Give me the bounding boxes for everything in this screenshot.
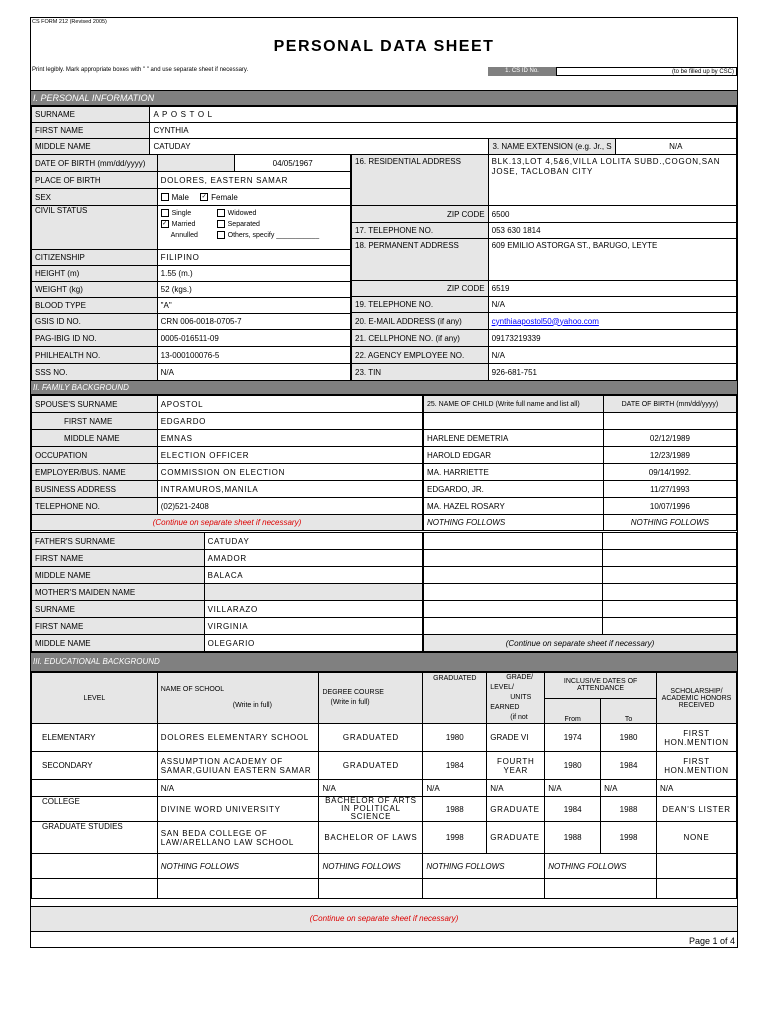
employer-field[interactable]: COMMISSION ON ELECTION — [157, 464, 422, 481]
agency-field[interactable]: N/A — [488, 347, 736, 364]
instruction-text: Print legibly. Mark appropriate boxes with " " and use separate sheet if necessary. — [32, 67, 249, 73]
col-degree: DEGREE COURSE — [322, 689, 384, 696]
parents-table — [31, 532, 423, 652]
edu-from[interactable]: N/A — [545, 780, 601, 797]
page-title: PERSONAL DATA SHEET — [273, 38, 495, 55]
child-dob[interactable]: 10/07/1996 — [603, 498, 736, 515]
child-name[interactable]: HARLENE DEMETRIA — [424, 430, 604, 447]
edu-nothing-follows: NOTHING FOLLOWS — [319, 854, 423, 879]
separated-checkbox[interactable] — [217, 220, 225, 228]
child-name[interactable]: EDGARDO, JR. — [424, 481, 604, 498]
edu-honors[interactable]: FIRST HON.MENTION — [656, 724, 736, 752]
child-row[interactable] — [424, 447, 737, 464]
edu-graduated[interactable]: 1984 — [423, 752, 487, 780]
edu-graduated[interactable]: 1988 — [423, 797, 487, 822]
child-dob[interactable]: 12/23/1989 — [603, 447, 736, 464]
education-row[interactable] — [32, 724, 737, 752]
col-degree-sub: (Write in full) — [330, 699, 370, 706]
education-table — [31, 672, 737, 899]
father-first-field[interactable]: AMADOR — [204, 550, 422, 567]
col-to: To — [601, 698, 657, 724]
education-continue-note: (Continue on separate sheet if necessary) — [31, 906, 737, 932]
mother-surname-field[interactable]: VILLARAZO — [204, 601, 422, 618]
child-row[interactable] — [424, 481, 737, 498]
edu-degree[interactable]: GRADUATED — [319, 724, 423, 752]
female-checkbox[interactable]: ✓ — [201, 194, 207, 201]
tel19-label: 19. TELEPHONE NO. — [352, 297, 489, 313]
children-continue-note: (Continue on separate sheet if necessary) — [424, 635, 737, 652]
spouse-surname-label: SPOUSE'S SURNAME — [32, 396, 158, 413]
res-zip-label: ZIP CODE — [352, 206, 489, 223]
pagibig-label: PAG-IBIG ID NO. — [32, 330, 158, 347]
res-address-field[interactable]: BLK.13,LOT 4,5&6,VILLA LOLITA SUBD.,COGON,SAN JOSE, TACLOBAN CITY — [488, 155, 736, 206]
edu-degree[interactable]: GRADUATED — [319, 752, 423, 780]
pob-field[interactable]: DOLORES, EASTERN SAMAR — [157, 172, 350, 189]
mother-middle-field[interactable]: OLEGARIO — [204, 635, 422, 652]
edu-nothing-follows: NOTHING FOLLOWS — [157, 854, 319, 879]
col-school: NAME OF SCHOOL — [160, 686, 225, 693]
spouse-first-label: FIRST NAME — [32, 413, 158, 430]
edu-to[interactable]: 1988 — [601, 797, 657, 822]
spouse-tel-field[interactable]: (02)521-2408 — [157, 498, 422, 515]
edu-grade[interactable]: GRADUATE — [487, 797, 545, 822]
cellphone-field[interactable]: 09173219339 — [488, 330, 736, 347]
edu-grade[interactable]: GRADUATE — [487, 822, 545, 854]
father-middle-field[interactable]: BALACA — [204, 567, 422, 584]
philhealth-field[interactable]: 13-000100076-5 — [157, 347, 350, 364]
tin-label: 23. TIN — [352, 364, 489, 381]
edu-grade[interactable]: N/A — [487, 780, 545, 797]
child-row[interactable] — [424, 498, 737, 515]
mother-maiden-label: MOTHER'S MAIDEN NAME — [32, 584, 205, 601]
col-from: From — [545, 698, 601, 724]
edu-graduated[interactable]: 1980 — [423, 724, 487, 752]
edu-from[interactable]: 1974 — [545, 724, 601, 752]
name-extension-label: 3. NAME EXTENSION (e.g. Jr., S — [489, 139, 615, 155]
cs-id-label: 1. CS ID No. — [488, 67, 556, 76]
edu-school[interactable]: SAN BEDA COLLEGE OF LAW/ARELLANO LAW SCHOOL — [157, 822, 319, 854]
surname-field[interactable]: A P O S T O L — [150, 107, 737, 123]
mother-surname-label: SURNAME — [32, 601, 205, 618]
education-nothing-row — [32, 854, 737, 879]
citizenship-label: CITIZENSHIP — [32, 250, 158, 266]
child-row[interactable] — [424, 464, 737, 481]
edu-honors[interactable]: DEAN'S LISTER — [656, 797, 736, 822]
spouse-table — [31, 395, 423, 531]
edu-school[interactable]: N/A — [157, 780, 319, 797]
child-dob[interactable]: 09/14/1992. — [603, 464, 736, 481]
child-row[interactable] — [424, 430, 737, 447]
perm-address-field[interactable]: 609 EMILIO ASTORGA ST., BARUGO, LEYTE — [488, 239, 736, 281]
surname-label: SURNAME — [32, 107, 150, 123]
child-dob[interactable]: NOTHING FOLLOWS — [603, 515, 736, 531]
male-checkbox[interactable] — [161, 193, 169, 201]
col-honors: SCHOLARSHIP/ ACADEMIC HONORS RECEIVED — [656, 673, 736, 724]
page-number: Page 1 of 4 — [688, 936, 735, 946]
section-family-header: II. FAMILY BACKGROUND — [31, 380, 737, 395]
sex-label: SEX — [32, 189, 158, 206]
col-school-sub: (Write in full) — [232, 702, 272, 709]
father-surname-label: FATHER'S SURNAME — [32, 533, 205, 550]
edu-level: ELEMENTARY — [32, 724, 158, 752]
child-name[interactable]: MA. HAZEL ROSARY — [424, 498, 604, 515]
col-grade-1: GRADE/ — [506, 674, 534, 681]
blood-type-label: BLOOD TYPE — [32, 298, 158, 314]
mother-first-field[interactable]: VIRGINIA — [204, 618, 422, 635]
edu-graduated[interactable]: 1998 — [423, 822, 487, 854]
married-checkbox[interactable]: ✓ — [162, 221, 168, 228]
perm-address-label: 18. PERMANENT ADDRESS — [352, 239, 489, 281]
col-graduated: GRADUATED — [423, 673, 487, 724]
edu-level: SECONDARY — [32, 752, 158, 780]
edu-school[interactable]: DOLORES ELEMENTARY SCHOOL — [157, 724, 319, 752]
edu-from[interactable]: 1988 — [545, 822, 601, 854]
tel19-field[interactable]: N/A — [488, 297, 736, 313]
edu-honors[interactable]: FIRST HON.MENTION — [656, 752, 736, 780]
edu-grade[interactable]: GRADE VI — [487, 724, 545, 752]
edu-to[interactable]: 1980 — [601, 724, 657, 752]
res-address-label: 16. RESIDENTIAL ADDRESS — [352, 155, 489, 206]
child-name[interactable]: MA. HARRIETTE — [424, 464, 604, 481]
name-extension-field[interactable]: N/A — [615, 139, 736, 155]
single-checkbox[interactable] — [161, 209, 169, 217]
edu-to[interactable]: 1984 — [601, 752, 657, 780]
gsis-field[interactable]: CRN 006-0018-0705-7 — [157, 314, 350, 330]
widowed-checkbox[interactable] — [217, 209, 225, 217]
personal-info-table — [31, 106, 737, 155]
edu-degree[interactable]: BACHELOR OF ARTS IN POLITICAL SCIENCE — [319, 797, 423, 822]
sex-female-option[interactable]: ✓ Female — [201, 192, 238, 202]
child-dob[interactable]: 11/27/1993 — [603, 481, 736, 498]
edu-to[interactable]: N/A — [601, 780, 657, 797]
col-grade-2: LEVEL/ — [490, 684, 514, 691]
email-link[interactable]: cynthiaapostol50@yahoo.com — [491, 316, 599, 326]
sex-male-option[interactable]: Male — [161, 193, 189, 202]
others-checkbox[interactable] — [217, 231, 225, 239]
pob-label: PLACE OF BIRTH — [32, 172, 158, 189]
edu-degree[interactable]: BACHELOR OF LAWS — [319, 822, 423, 854]
edu-to[interactable]: 1998 — [601, 822, 657, 854]
first-name-label: FIRST NAME — [32, 123, 150, 139]
philhealth-label: PHILHEALTH NO. — [32, 347, 158, 364]
edu-nothing-follows: NOTHING FOLLOWS — [423, 854, 545, 879]
col-dates: INCLUSIVE DATES OF ATTENDANCE — [545, 673, 657, 699]
annulled-option[interactable]: Annulled — [170, 232, 198, 239]
occupation-field[interactable]: ELECTION OFFICER — [157, 447, 422, 464]
gsis-label: GSIS ID NO. — [32, 314, 158, 330]
spouse-surname-field[interactable]: APOSTOL — [157, 396, 422, 413]
mother-middle-label: MIDDLE NAME — [32, 635, 205, 652]
tel17-field[interactable]: 053 630 1814 — [488, 223, 736, 239]
sss-field[interactable]: N/A — [157, 364, 350, 381]
edu-nothing-follows: NOTHING FOLLOWS — [545, 854, 657, 879]
res-zip-field[interactable]: 6500 — [488, 206, 736, 223]
child-dob[interactable]: 02/12/1989 — [603, 430, 736, 447]
pagibig-field[interactable]: 0005-016511-09 — [157, 330, 350, 347]
edu-degree[interactable]: N/A — [319, 780, 423, 797]
edu-level — [32, 780, 158, 797]
occupation-label: OCCUPATION — [32, 447, 158, 464]
children-table — [423, 395, 737, 531]
height-label: HEIGHT (m) — [32, 266, 158, 282]
edu-level: COLLEGE — [32, 797, 158, 822]
education-row[interactable] — [32, 822, 737, 854]
spouse-tel-label: TELEPHONE NO. — [32, 498, 158, 515]
tin-field[interactable]: 926-681-751 — [488, 364, 736, 381]
edu-from[interactable]: 1984 — [545, 797, 601, 822]
edu-grade[interactable]: FOURTH YEAR — [487, 752, 545, 780]
sss-label: SSS NO. — [32, 364, 158, 381]
edu-honors[interactable]: N/A — [656, 780, 736, 797]
perm-zip-field[interactable]: 6519 — [488, 281, 736, 297]
child-row[interactable] — [424, 515, 737, 531]
col-level: LEVEL — [32, 673, 158, 724]
weight-field[interactable]: 52 (kgs.) — [157, 282, 350, 298]
education-row[interactable] — [32, 797, 737, 822]
father-middle-label: MIDDLE NAME — [32, 567, 205, 584]
child-dob-header: DATE OF BIRTH (mm/dd/yyyy) — [603, 396, 736, 413]
cellphone-label: 21. CELLPHONE NO. (if any) — [352, 330, 489, 347]
citizenship-field[interactable]: FILIPINO — [157, 250, 350, 266]
edu-honors[interactable]: NONE — [656, 822, 736, 854]
section-education-header: III. EDUCATIONAL BACKGROUND — [31, 652, 737, 672]
first-name-field[interactable]: CYNTHIA — [150, 123, 737, 139]
cs-id-field[interactable]: (to be filled up by CSC) — [556, 67, 737, 76]
middle-name-label: MIDDLE NAME — [32, 139, 150, 155]
personal-left-table: DATE OF BIRTH (mm/dd/yyyy) 04/05/1967 PLACE OF BIRTH DOLORES, EASTERN SAMAR SEX Male ✓ Female CIVIL STATUS Single Widowed ✓ Married Separated Annulled Others, specify ___________ CITIZENSHIP FILIPINO HEIGHT (m) 1.55 (m.) WEIGHT (kg) 52 (kgs.) BLOOD TYPE "A" GSIS ID NO. CRN 006-0018-0705-7 PAG-IBIG ID NO. 0005-016511-09 PHILHEALTH NO. 13-000100076-5 SSS NO. N/A — [31, 154, 351, 381]
middle-name-field[interactable]: CATUDAY — [150, 139, 489, 155]
father-first-label: FIRST NAME — [32, 550, 205, 567]
education-row[interactable] — [32, 780, 737, 797]
edu-graduated[interactable]: N/A — [423, 780, 487, 797]
civil-status-label: CIVIL STATUS — [32, 206, 158, 250]
business-address-label: BUSINESS ADDRESS — [32, 481, 158, 498]
form-code: CS FORM 212 (Revised 2005) — [32, 19, 107, 25]
agency-label: 22. AGENCY EMPLOYEE NO. — [352, 347, 489, 364]
child-name-header: 25. NAME OF CHILD (Write full name and list all) — [424, 396, 604, 413]
personal-right-table — [351, 154, 737, 381]
spouse-middle-field[interactable]: EMNAS — [157, 430, 422, 447]
pds-form — [30, 17, 738, 948]
spouse-first-field[interactable]: EDGARDO — [157, 413, 422, 430]
spouse-continue-note: (Continue on separate sheet if necessary) — [32, 515, 423, 531]
business-address-field[interactable]: INTRAMUROS,MANILA — [157, 481, 422, 498]
dob-field[interactable]: 04/05/1967 — [235, 155, 351, 172]
height-field[interactable]: 1.55 (m.) — [157, 266, 350, 282]
tel17-label: 17. TELEPHONE NO. — [352, 223, 489, 239]
child-name[interactable]: NOTHING FOLLOWS — [424, 515, 604, 531]
email-label: 20. E-MAIL ADDRESS (if any) — [352, 313, 489, 330]
edu-level: GRADUATE STUDIES — [32, 822, 158, 854]
children-extra-table — [423, 532, 737, 652]
dob-label: DATE OF BIRTH (mm/dd/yyyy) — [32, 155, 158, 172]
employer-label: EMPLOYER/BUS. NAME — [32, 464, 158, 481]
edu-school[interactable]: ASSUMPTION ACADEMY OF SAMAR,GUIUAN EASTERN SAMAR — [157, 752, 319, 780]
col-grade-5: (if not — [510, 714, 528, 721]
perm-zip-label: ZIP CODE — [352, 281, 489, 297]
section-personal-header: I. PERSONAL INFORMATION — [31, 90, 737, 106]
mother-first-label: FIRST NAME — [32, 618, 205, 635]
col-grade-4: EARNED — [490, 704, 520, 711]
col-grade-3: UNITS — [510, 694, 532, 701]
spouse-middle-label: MIDDLE NAME — [32, 430, 158, 447]
edu-from[interactable]: 1980 — [545, 752, 601, 780]
weight-label: WEIGHT (kg) — [32, 282, 158, 298]
child-name[interactable]: HAROLD EDGAR — [424, 447, 604, 464]
father-surname-field[interactable]: CATUDAY — [204, 533, 422, 550]
blood-type-field[interactable]: "A" — [157, 298, 350, 314]
edu-school[interactable]: DIVINE WORD UNIVERSITY — [157, 797, 319, 822]
education-row[interactable] — [32, 752, 737, 780]
